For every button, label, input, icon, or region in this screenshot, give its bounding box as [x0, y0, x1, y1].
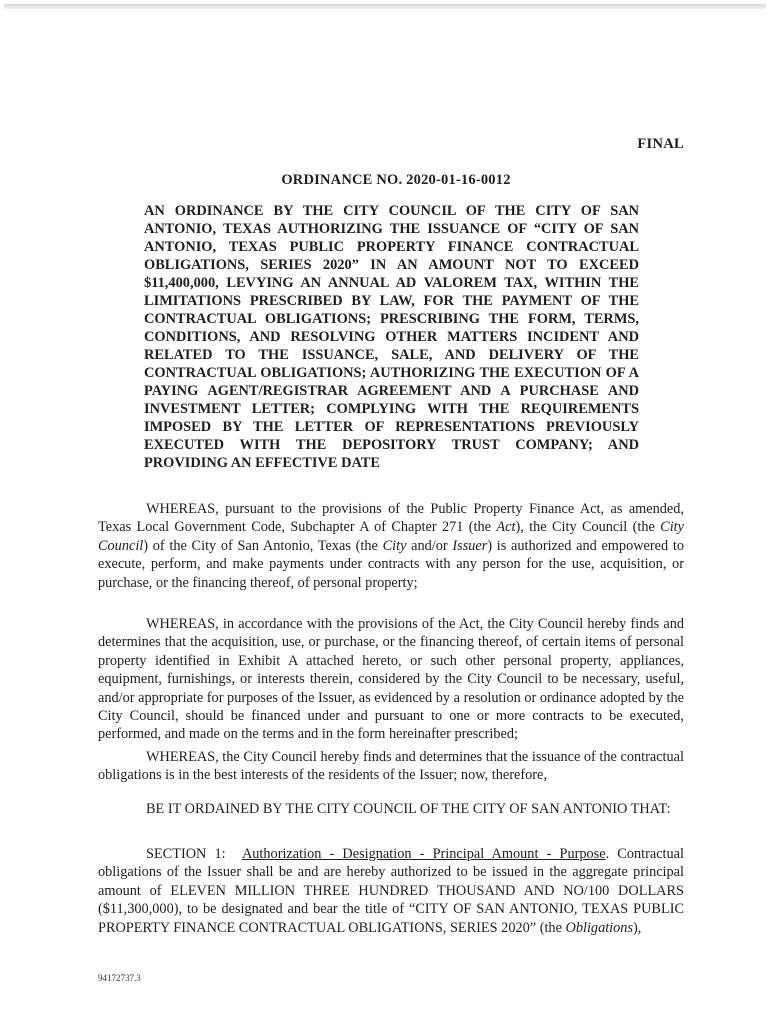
- ordained-text: BE IT ORDAINED BY THE CITY COUNCIL OF THE CITY OF SAN ANTONIO THAT:: [146, 801, 671, 817]
- whereas1-text-d: and/or: [406, 537, 453, 554]
- whereas-paragraph-1: [98, 500, 684, 592]
- defined-term-city: City: [382, 537, 407, 554]
- section-1-text: . Contractual obligations of the Issuer shall be and are hereby authorized to be issued in the aggregate principal amount of ELEVEN MILLION THREE HUNDRED THOUSAND AND NO/100 DOLLARS ($11,300,000), to be designated and bear the title of “CITY OF SAN ANTONIO, TEXAS PUBLIC PROPERTY FINANCE CONTRACTUAL OBLIGATIONS, SERIES 2020” (the: [98, 846, 684, 936]
- ordained-clause: [98, 800, 684, 818]
- section-1-label: SECTION 1:: [146, 846, 226, 862]
- defined-term-issuer: Issuer: [452, 537, 488, 554]
- whereas1-text-c: ) of the City of San Antonio, Texas (the: [143, 537, 383, 554]
- ordinance-caption: AN ORDINANCE BY THE CITY COUNCIL OF THE CITY OF SAN ANTONIO, TEXAS AUTHORIZING THE ISSUANCE OF “CITY OF SAN ANTONIO, TEXAS PUBLIC PROPERTY FINANCE CONTRACTUAL OBLIGATIONS, SERIES 2020” IN AN AMOUNT NOT TO EXCEED $11,400,000, LEVYING AN ANNUAL AD VALOREM TAX, WITHIN THE LIMITATIONS PRESCRIBED BY LAW, FOR THE PAYMENT OF THE CONTRACTUAL OBLIGATIONS; PRESCRIBING THE FORM, TERMS, CONDITIONS, AND RESOLVING OTHER MATTERS INCIDENT AND RELATED TO THE ISSUANCE, SALE, AND DELIVERY OF THE CONTRACTUAL OBLIGATIONS; AUTHORIZING THE EXECUTION OF A PAYING AGENT/REGISTRAR AGREEMENT AND A PURCHASE AND INVESTMENT LETTER; COMPLYING WITH THE REQUIREMENTS IMPOSED BY THE LETTER OF REPRESENTATIONS PREVIOUSLY EXECUTED WITH THE DEPOSITORY TRUST COMPANY; AND PROVIDING AN EFFECTIVE DATE: [144, 203, 639, 471]
- final-label: FINAL: [637, 136, 684, 152]
- whereas-paragraph-2: [98, 615, 684, 744]
- section-1-heading: Authorization - Designation - Principal Amount - Purpose: [241, 846, 606, 862]
- defined-term-city-council: City Council: [98, 519, 684, 554]
- whereas1-text-e: ) is authorized and empowered to execute, perform, and make payments under contracts with any person for the use, acquisition, or purchase, or the financing thereof, of personal property;: [98, 537, 684, 591]
- document-id: 94172737.3: [98, 973, 141, 983]
- whereas2-text: WHEREAS, in accordance with the provisions of the Act, the City Council hereby finds and determines that the acquisition, use, or purchase, or the financing thereof, of certain items of personal property identified in Exhibit A attached hereto, or such other personal property, appliances, equipment, furnishings, or interests therein, considered by the City Council to be necessary, useful, and/or appropriate for purposes of the Issuer, as evidenced by a resolution or ordinance adopted by the City Council, should be financed under and pursuant to one or more contracts to be executed, performed, and made on the terms and in the form hereinafter prescribed;: [98, 616, 684, 743]
- ordinance-number: ORDINANCE NO. 2020-01-16-0012: [281, 172, 511, 188]
- defined-term-act: Act: [496, 519, 516, 536]
- whereas-paragraph-3: [98, 748, 684, 785]
- whereas1-text-a: WHEREAS, pursuant to the provisions of the Public Property Finance Act, as amended, Texas Local Government Code, Subchapter A of Chapter 271 (the: [98, 501, 684, 536]
- section-1: [98, 845, 684, 937]
- section-1-tail: ),: [633, 919, 642, 936]
- defined-term-obligations: Obligations: [565, 919, 634, 936]
- whereas1-text-b: ), the City Council (the: [515, 519, 661, 536]
- whereas3-text: WHEREAS, the City Council hereby finds and determines that the issuance of the contractual obligations is in the best interests of the residents of the Issuer; now, therefore,: [98, 749, 684, 784]
